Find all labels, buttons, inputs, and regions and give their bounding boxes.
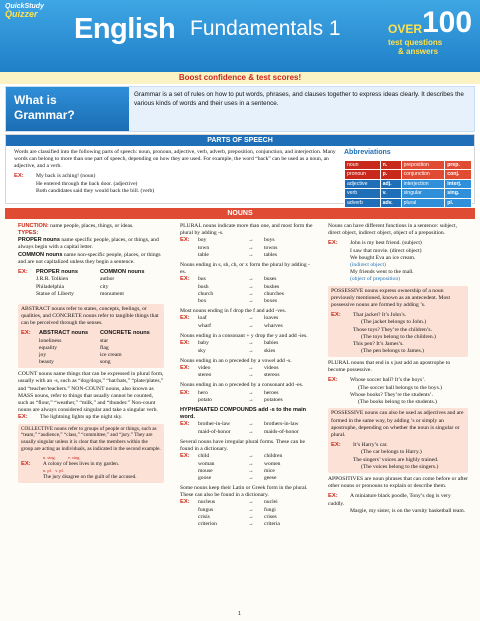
ex-label: EX:: [328, 240, 338, 247]
collective-example-1: A colony of bees lives in my garden.: [43, 460, 120, 467]
appositive-ex2: Margie, my sister, is on the varsity basketball team.: [350, 507, 466, 514]
singular-form: nucleus: [198, 499, 216, 506]
arrow-icon: →: [248, 499, 254, 506]
ex-label: [180, 468, 198, 475]
ex-label: EX:: [21, 330, 31, 337]
ies-rule: Nouns ending in a consonant + y drop the y and add -ies.: [180, 332, 308, 339]
ex-label: [180, 291, 198, 298]
singular-form: fungus: [198, 506, 214, 513]
plural-rule: PLURAL nouns indicate more than one, and most form the plural by adding -s.: [180, 223, 313, 237]
abbr-cell: adjective: [345, 179, 381, 189]
singular-form: boy: [198, 237, 207, 244]
arrow-icon: →: [248, 315, 254, 322]
abbr-row: [345, 170, 472, 180]
arrow-icon: →: [248, 298, 254, 305]
proper-noun: J.R.R. Tolkien: [36, 276, 69, 283]
proper-common-row: [18, 284, 164, 291]
abbr-cell: singular: [401, 189, 445, 199]
plural-row: [180, 348, 314, 355]
plural-form: boxes: [264, 298, 278, 305]
v-pl-label: v. pl.: [55, 468, 64, 474]
abbr-cell: plural: [401, 198, 445, 208]
title-english: English: [74, 13, 176, 45]
plural-form: loaves: [264, 315, 279, 322]
nouns-title: NOUNS: [5, 208, 475, 219]
arrow-icon: →: [248, 251, 254, 258]
ex-label: EX:: [328, 493, 338, 500]
abstract-concrete-row: [21, 352, 161, 359]
plural-row: [180, 291, 314, 298]
spacer: [21, 359, 39, 366]
abbr-cell: preposition: [401, 160, 445, 170]
brand-logo: [5, 3, 63, 20]
ex-label: EX:: [18, 268, 28, 275]
common-header: COMMON nouns: [100, 268, 145, 275]
spacer: [18, 284, 36, 291]
common-noun: city: [100, 283, 109, 290]
plural-row: [180, 507, 314, 514]
arrow-icon: →: [248, 276, 254, 283]
plural-row: [180, 315, 314, 322]
hyphenated-rule: HYPHENATED COMPOUNDS add -s to the main word.: [180, 407, 307, 421]
singular-form: wharf: [198, 322, 212, 329]
abstract-noun: equality: [39, 344, 58, 351]
poss-ex2b: (The toys belong to the children.): [361, 333, 436, 340]
singular-form: goose: [198, 475, 212, 481]
arrow-icon: →: [248, 396, 254, 403]
latin-greek-rule: Some nouns keep their Latin or Greek form in the plural. These can also be found in a dictionary.: [180, 485, 308, 499]
plural-form: mice: [264, 467, 275, 474]
arrow-icon: →: [248, 290, 254, 297]
abbr-cell: n.: [380, 160, 401, 170]
plural-examples-6: [180, 390, 314, 405]
plural-row: [180, 453, 314, 460]
func-ex3b: (indirect object): [350, 262, 386, 269]
arrow-icon: →: [248, 467, 254, 474]
func-ex4: My friends went to the mall.: [350, 269, 414, 276]
proper-header: PROPER nouns: [36, 268, 78, 275]
singular-form: stereo: [198, 372, 212, 379]
over-text: OVER: [388, 22, 423, 36]
abbr-cell: interjection: [401, 179, 445, 189]
title-fundamentals: Fundamentals 1: [190, 17, 341, 40]
ex-label: EX:: [180, 421, 190, 428]
plural-row: [180, 323, 314, 330]
plposs-ex2: Whose books? They’re the students’.: [350, 392, 434, 399]
possadj-ex1b: (The car belongs to Harry.): [361, 449, 422, 456]
plural-form: crises: [264, 514, 277, 521]
possadj-ex2b: (The voices belong to the singers.): [361, 463, 439, 470]
spacer: [21, 352, 39, 359]
ex-label: [180, 284, 198, 291]
concrete-header: CONCRETE nouns: [100, 330, 150, 337]
test-questions-text: test questions: [388, 38, 443, 47]
what-is-label: What is: [14, 93, 57, 107]
ex-label: EX:: [21, 460, 31, 467]
concrete-noun: ice cream: [100, 352, 122, 358]
abbr-cell: prep.: [445, 160, 472, 170]
ex-label: [180, 252, 198, 259]
arrow-icon: →: [248, 340, 254, 347]
ves-rule: Most nouns ending in f drop the f and add -ves.: [180, 308, 287, 315]
singular-form: mouse: [198, 467, 213, 474]
plural-row: [180, 365, 314, 372]
arrow-icon: →: [248, 389, 254, 396]
plural-row: [180, 461, 314, 468]
plural-examples-3: [180, 315, 314, 330]
abbr-cell: verb: [345, 189, 381, 199]
plural-form: maids-of-honor: [264, 428, 299, 435]
abbr-row: [345, 179, 472, 189]
singular-form: table: [198, 251, 209, 258]
plural-row: [180, 390, 314, 397]
proper-noun: Philadelphia: [36, 283, 64, 290]
abbr-row: [345, 189, 472, 199]
plural-form: bushes: [264, 283, 280, 290]
plural-form: tables: [264, 251, 278, 258]
ex-label: EX:: [328, 377, 338, 384]
arrow-icon: →: [248, 283, 254, 290]
func-ex1: John is my best friend. (subject): [350, 240, 422, 247]
noun-functions-text: Nouns can have different functions in a sentence: subject, direct object, indirect object, object of a preposition.: [328, 223, 457, 237]
singular-form: bush: [198, 283, 209, 290]
irregular-rule: Several nouns have irregular plural forms. These can be found in a dictionary.: [180, 438, 305, 453]
arrow-icon: →: [248, 364, 254, 371]
func-ex3: We bought Eva an ice cream.: [350, 254, 416, 261]
answers-text: & answers: [398, 47, 439, 56]
common-noun: monument: [100, 290, 124, 297]
possessive-text: POSSESSIVE nouns express ownership of a noun previously mentioned, known as an antecedent. Most possessive nouns are formed by adding ’s.: [331, 287, 450, 308]
arrow-icon: →: [248, 322, 254, 329]
abstract-header: ABSTRACT nouns: [39, 330, 89, 337]
ex-label: EX:: [14, 173, 24, 180]
arrow-icon: →: [248, 460, 254, 467]
ex-label: EX:: [180, 340, 190, 347]
abbr-cell: p.: [380, 170, 401, 180]
arrow-icon: →: [248, 347, 254, 354]
ex-label: EX:: [180, 237, 190, 244]
plural-form: stereos: [264, 372, 280, 379]
singular-form: bus: [198, 276, 206, 283]
abbr-cell: adv.: [380, 198, 401, 208]
ex-label: [180, 475, 198, 482]
spacer: [21, 345, 39, 352]
common-text: name non-specific people, places, or things and are not capitalized unless they begin a sentence.: [18, 251, 161, 265]
plural-form: potatoes: [264, 396, 283, 403]
singular-form: hero: [198, 389, 208, 396]
spacer: [18, 291, 36, 298]
abbr-cell: sing.: [445, 189, 472, 199]
functions-examples: [328, 240, 468, 283]
ex-label: [180, 514, 198, 521]
ex-label: [180, 372, 198, 379]
plposs-ex1: Whose soccer ball? It’s the boys’.: [350, 377, 426, 384]
ex-label: [180, 461, 198, 468]
arrow-icon: →: [248, 428, 254, 435]
singular-form: baby: [198, 340, 209, 347]
count-text: COUNT nouns name things that can be expressed in plural form, usually with an -s, such as “dog/dogs,” “hat/hats,” “plate/plates,” and “teacher/teachers.” NON-COUNT nouns, also known as MASS nouns, refer to things that usually cannot be counted, such as “flour,” “weather,” “milk,” and “thunder.” Non-count nouns are always considered singular and take a singular verb.: [18, 371, 164, 414]
singular-form: crisis: [198, 514, 210, 521]
plural-form: babies: [264, 340, 279, 347]
abbreviations-table: [344, 149, 472, 208]
poss-ex1: That jacket? It’s John’s.: [353, 311, 407, 318]
abbr-row: [345, 198, 472, 208]
header-banner: [0, 0, 480, 72]
arrow-icon: →: [248, 237, 254, 244]
abbr-cell: conj.: [445, 170, 472, 180]
abbreviations-title: Abbreviations: [344, 149, 391, 156]
hundred-text: 100: [422, 6, 473, 39]
count-example: The lightning lights up the night sky.: [40, 414, 123, 421]
function-label: FUNCTION:: [18, 223, 49, 229]
plural-row: [180, 284, 314, 291]
plural-form: towns: [264, 244, 278, 251]
plural-form: geese: [264, 475, 277, 481]
poss-ex3: This pen? It’s James’s.: [353, 340, 404, 347]
parts-of-speech-text: [14, 149, 336, 195]
plural-row: [180, 340, 314, 347]
singular-form: maid-of-honor: [198, 428, 231, 435]
abbr-cell: pronoun: [345, 170, 381, 180]
plural-row: [180, 372, 314, 379]
nouns-column-1: [18, 223, 164, 485]
concrete-noun: star: [100, 337, 109, 344]
possessive-adjective-box: [328, 408, 468, 473]
proper-noun: Statue of Liberty: [36, 290, 74, 297]
nouns-section: [0, 208, 480, 621]
types-label: TYPES:: [18, 230, 39, 237]
pos-ex1: My back is aching! (noun): [36, 173, 96, 180]
ex-label: [180, 521, 198, 528]
abbr-cell: adverb: [345, 198, 381, 208]
plural-row: [180, 276, 314, 283]
arrow-icon: →: [248, 514, 254, 521]
abbr-cell: pl.: [445, 198, 472, 208]
plural-form: children: [264, 453, 283, 460]
abbr-cell: adj.: [380, 179, 401, 189]
n-pl-label: n. pl.: [43, 468, 52, 474]
ex-label: [180, 397, 198, 404]
plural-row: [180, 237, 314, 244]
abstract-noun: joy: [39, 352, 47, 358]
plural-form: churches: [264, 290, 284, 297]
proper-common-row: [18, 291, 164, 298]
brand-quickstudy: QuickStudy: [5, 3, 44, 10]
nouns-column-3: [328, 223, 468, 515]
spacer: [18, 276, 36, 283]
plural-row: [180, 521, 314, 528]
abbr-row: [345, 160, 472, 170]
arrow-icon: →: [248, 421, 254, 428]
plural-examples-1: [180, 237, 314, 259]
abstract-noun: beauty: [39, 359, 54, 366]
pos-example: [14, 173, 336, 195]
plural-possessive-text: PLURAL nouns that end in s just add an apostrophe to become possessive.: [328, 360, 451, 374]
arrow-icon: →: [248, 475, 254, 481]
abbr-cell: noun: [345, 160, 381, 170]
plural-form: heroes: [264, 389, 279, 396]
plural-row: [180, 245, 314, 252]
plural-row: [180, 397, 314, 404]
concrete-noun: song: [100, 359, 111, 366]
proper-text: name specific people, places, or things, and always begin with a capital letter.: [18, 237, 159, 251]
ex-label: [180, 298, 198, 305]
singular-form: church: [198, 290, 214, 297]
function-text: name people, places, things, or ideas.: [48, 223, 134, 229]
arrow-icon: →: [248, 244, 254, 251]
ex-label: [180, 245, 198, 252]
plural-row: [180, 514, 314, 521]
possessive-adjective-text: POSSESSIVE nouns can also be used as adjectives and are formed in the same way, by adding ’s or simply an apostrophe, depending on whether the noun is singular or plural.: [331, 410, 464, 438]
page-number: 1: [238, 611, 241, 617]
collective-example-2: The jury disagree on the guilt of the accused.: [43, 473, 137, 480]
pos-paragraph: Words are classified into the following parts of speech: noun, pronoun, adjective, verb, adverb, preposition, conjunction, and interjection. Many words can belong to more than one part of speech, depending on how they are used. For example, the word “back” can be used as a noun, an adjective, and a verb.: [14, 149, 336, 170]
plural-form: skies: [264, 347, 276, 354]
parts-of-speech-section: [5, 134, 475, 204]
abstract-concrete-row: [21, 359, 161, 366]
grammar-label: Grammar?: [14, 108, 75, 122]
plural-form: women: [264, 460, 281, 467]
singular-form: loaf: [198, 315, 207, 322]
possadj-ex1: It’s Harry’s car.: [353, 441, 388, 448]
pos-ex3: Both candidates said they would back the bill. (verb): [36, 188, 155, 195]
proper-label: PROPER nouns: [18, 237, 60, 244]
plural-examples-4: [180, 340, 314, 355]
grammar-definition: Grammar is a set of rules on how to put words, phrases, and clauses together to express ideas clearly. It describes the various kinds of words and their uses in a sentence.: [134, 91, 464, 107]
ex-label: [180, 507, 198, 514]
singular-form: child: [198, 453, 210, 460]
ex-label: [180, 429, 198, 436]
tagline: Boost confidence & test scores!: [0, 72, 480, 84]
n-sing-label: n. sing.: [43, 455, 56, 461]
plural-row: [180, 421, 314, 428]
poss-ex2: Those toys? They’re the children’s.: [353, 326, 432, 333]
abbr-cell: conjunction: [401, 170, 445, 180]
what-is-grammar-section: [5, 86, 475, 132]
abbr-grid: [344, 160, 472, 209]
what-is-grammar-heading: [6, 87, 129, 131]
es-rule: Nouns ending in s, sh, ch, or x form the plural by adding -es.: [180, 262, 310, 276]
collective-box: [18, 424, 164, 483]
arrow-icon: →: [248, 506, 254, 513]
abbr-cell: v.: [380, 189, 401, 199]
v-sing-label: v. sing.: [67, 455, 81, 461]
arrow-icon: →: [248, 372, 254, 379]
singular-form: criterion: [198, 521, 217, 528]
func-ex4b: (object of preposition): [350, 276, 401, 283]
singular-form: box: [198, 298, 207, 305]
poss-ex3b: (The pen belongs to James.): [361, 348, 424, 354]
singular-form: brother-in-law: [198, 421, 231, 428]
plural-form: criteria: [264, 521, 280, 528]
plural-form: buses: [264, 276, 277, 283]
plural-examples-9: [180, 499, 314, 528]
singular-form: town: [198, 244, 210, 251]
common-noun: author: [100, 276, 115, 283]
plural-row: [180, 468, 314, 475]
poss-ex1b: (The jacket belongs to John.): [361, 319, 427, 326]
singular-form: video: [198, 364, 211, 371]
abstract-concrete-row: [21, 345, 161, 352]
plural-row: [180, 499, 314, 506]
abbr-cell: interj.: [445, 179, 472, 189]
parts-of-speech-title: PARTS OF SPEECH: [6, 135, 474, 146]
collective-text: COLLECTIVE nouns refer to groups of people or things, such as “team,” “audience,” “class,” “committee,” and “jury.” They are usually singular unless it is clear that the members within the group are acting as individuals, as indicated in the second example.: [21, 425, 161, 452]
plural-form: fungi: [264, 506, 276, 513]
ex-label: EX:: [180, 389, 190, 396]
abstract-text: ABSTRACT nouns refer to states, concepts, feelings, or qualities, and CONCRETE nouns refer to tangible things that can be perceived through the senses.: [21, 305, 159, 327]
proper-common-row: [18, 276, 164, 283]
plural-row: [180, 252, 314, 259]
appositive-ex1: A miniature black poodle, Tony’s dog is very cuddly.: [328, 493, 451, 507]
appositives-text: APPOSITIVES are noun phrases that can come before or after other nouns or pronouns to explain or describe them.: [328, 475, 468, 489]
plposs-ex2b: (The books belong to the students.): [358, 399, 437, 406]
plural-examples-8: [180, 453, 314, 482]
ex-label: EX:: [180, 364, 190, 371]
abstract-concrete-row: [21, 338, 161, 345]
plural-examples-7: [180, 421, 314, 436]
abstract-concrete-box: [18, 304, 164, 369]
func-ex2: I saw that movie. (direct object): [350, 247, 422, 254]
consonant-o-rule: Nouns ending in an o preceded by a consonant add -es.: [180, 382, 304, 389]
spacer: [21, 338, 39, 345]
arrow-icon: →: [248, 453, 254, 460]
singular-form: sky: [198, 347, 206, 354]
plural-form: nuclei: [264, 499, 278, 506]
possadj-ex2: The singers’ voices are highly trained.: [353, 456, 439, 463]
ex-label: EX:: [180, 453, 190, 460]
proper-common-table: [18, 269, 164, 298]
ex-label: [180, 348, 198, 355]
ex-label: EX:: [180, 499, 190, 506]
brand-quizzer: Quizzer: [5, 9, 38, 20]
plural-form: boys: [264, 237, 275, 244]
pos-ex2: He entered through the back door. (adjective): [36, 180, 138, 187]
common-label: COMMON nouns: [18, 251, 63, 258]
plposs-ex1b: (The soccer ball belongs to the boys.): [358, 384, 443, 391]
ex-label: EX:: [180, 276, 190, 283]
plural-examples-5: [180, 365, 314, 380]
plural-row: [180, 475, 314, 482]
plural-examples-2: [180, 276, 314, 305]
ex-label: EX:: [331, 441, 341, 448]
arrow-icon: →: [248, 521, 254, 528]
over-100-badge: [388, 4, 476, 62]
singular-form: potato: [198, 396, 212, 403]
plural-row: [180, 429, 314, 436]
ex-label: EX:: [18, 414, 28, 421]
possessive-box: [328, 286, 468, 358]
plural-form: videos: [264, 364, 279, 371]
plural-row: [180, 298, 314, 305]
plural-form: wharves: [264, 322, 283, 329]
ex-label: EX:: [331, 311, 341, 318]
abstract-noun: loneliness: [39, 337, 62, 344]
singular-form: woman: [198, 460, 215, 467]
plural-form: brothers-in-law: [264, 421, 299, 428]
ex-label: EX:: [180, 315, 190, 322]
ex-label: [180, 323, 198, 330]
vowel-o-rule: Nouns ending in an o preceded by a vowel add -s.: [180, 357, 292, 364]
concrete-noun: flag: [100, 344, 109, 351]
nouns-column-2: [180, 223, 314, 528]
